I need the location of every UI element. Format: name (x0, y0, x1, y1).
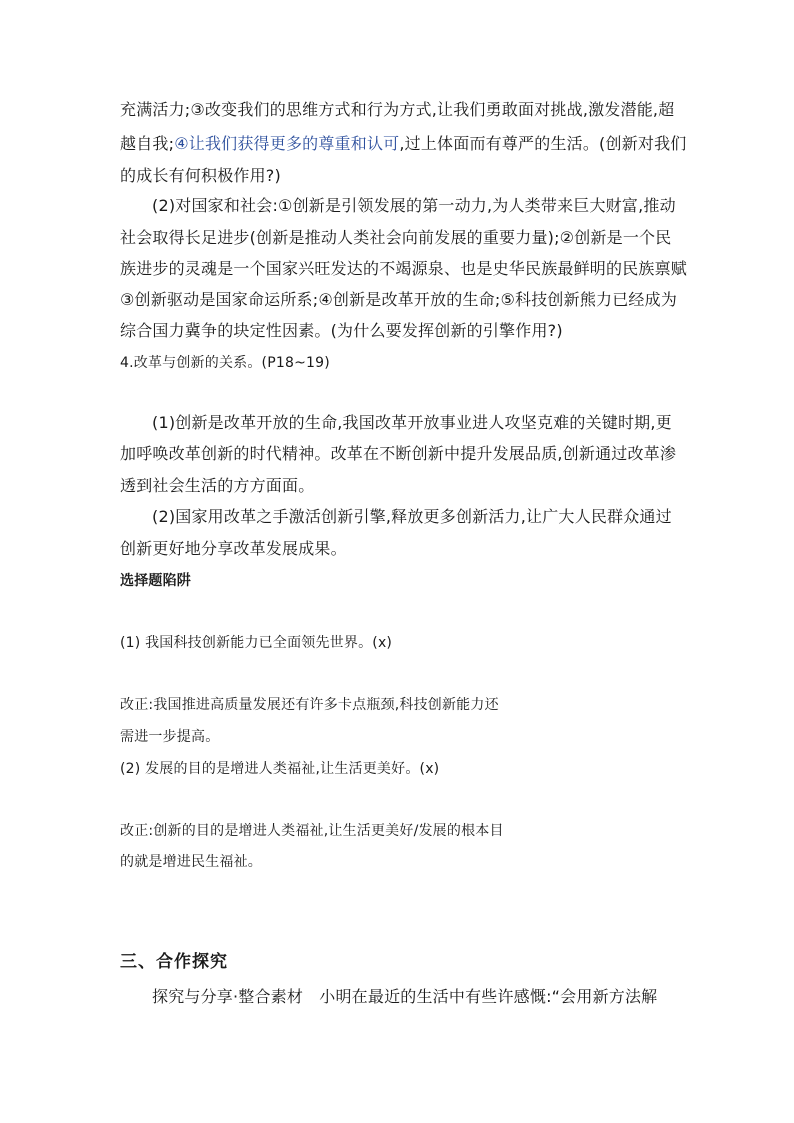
correction-line: 改正:我国推进高质量发展还有许多卡点瓶颈,科技创新能力还 (120, 697, 499, 713)
text-line: 探究与分享·整合素材 小明在最近的生活中有些许感慨:“会用新方法解 (152, 987, 658, 1006)
text-line: 综合国力冀争的块定性因素。(为什么要发挥创新的引擎作用?) (120, 321, 563, 340)
correction-line: 需进一步提高。 (120, 729, 220, 745)
section-heading: 三、合作探究 (120, 952, 228, 972)
text-line: (2)国家用改革之手激活创新引擎,释放更多创新活力,让广大人民群众通过 (152, 507, 672, 526)
question: (2) 发展的目的是增进人类福祉,让生活更美好。(x) (120, 761, 440, 777)
correction-line: 改正:创新的目的是增进人类福祉,让生活更美好/发展的根本目 (120, 823, 504, 839)
text-line: 加呼唤改革创新的时代精神。改革在不断创新中提升发展品质,创新通过改革渗 (120, 444, 677, 463)
text-line: 族进步的灵魂是一个国家兴旺发达的不竭源泉、也是史华民族最鲜明的民族禀赋 (120, 259, 688, 278)
text-line: 创新更好地分享改革发展成果。 (120, 539, 347, 558)
text-line: (1)创新是改革开放的生命,我国改革开放事业进人攻坚克难的关键时期,更 (152, 413, 672, 432)
text-line: ③创新驱动是国家命运所系;④创新是改革开放的生命;⑤科技创新熊力已经成为 (120, 290, 678, 309)
text-span: ,过上体面而有尊严的生活。(创新对我们 (399, 134, 687, 153)
item-title: 4.改革与创新的关系。(P18~19) (120, 355, 330, 371)
text-line (120, 134, 687, 154)
text-line: 充满活力;③改变我们的思维方式和行为方式,让我们勇敢面对挑战,激发潜能,超 (120, 100, 675, 119)
question: (1) 我国科技创新能力已全面领先世界。(x) (120, 635, 393, 651)
text-span: 越自我; (120, 134, 175, 153)
text-line: 透到社会生活的方方面面。 (120, 476, 315, 495)
text-line: 的成长有何积极作用?) (120, 166, 281, 185)
text-line: 社会取得长足进步(创新是推动人类社会向前发展的重要力量);②创新是一个民 (120, 228, 672, 247)
section-title: 选择题陷阱 (120, 573, 191, 589)
text-line: (2)对国家和社会:①创新是引领发展的第一动力,为人类带来巨大财富,推动 (152, 196, 676, 215)
highlighted-text: ④让我们获得更多的尊重和认可 (174, 134, 400, 153)
correction-line: 的就是增进民生福祉。 (120, 854, 262, 870)
